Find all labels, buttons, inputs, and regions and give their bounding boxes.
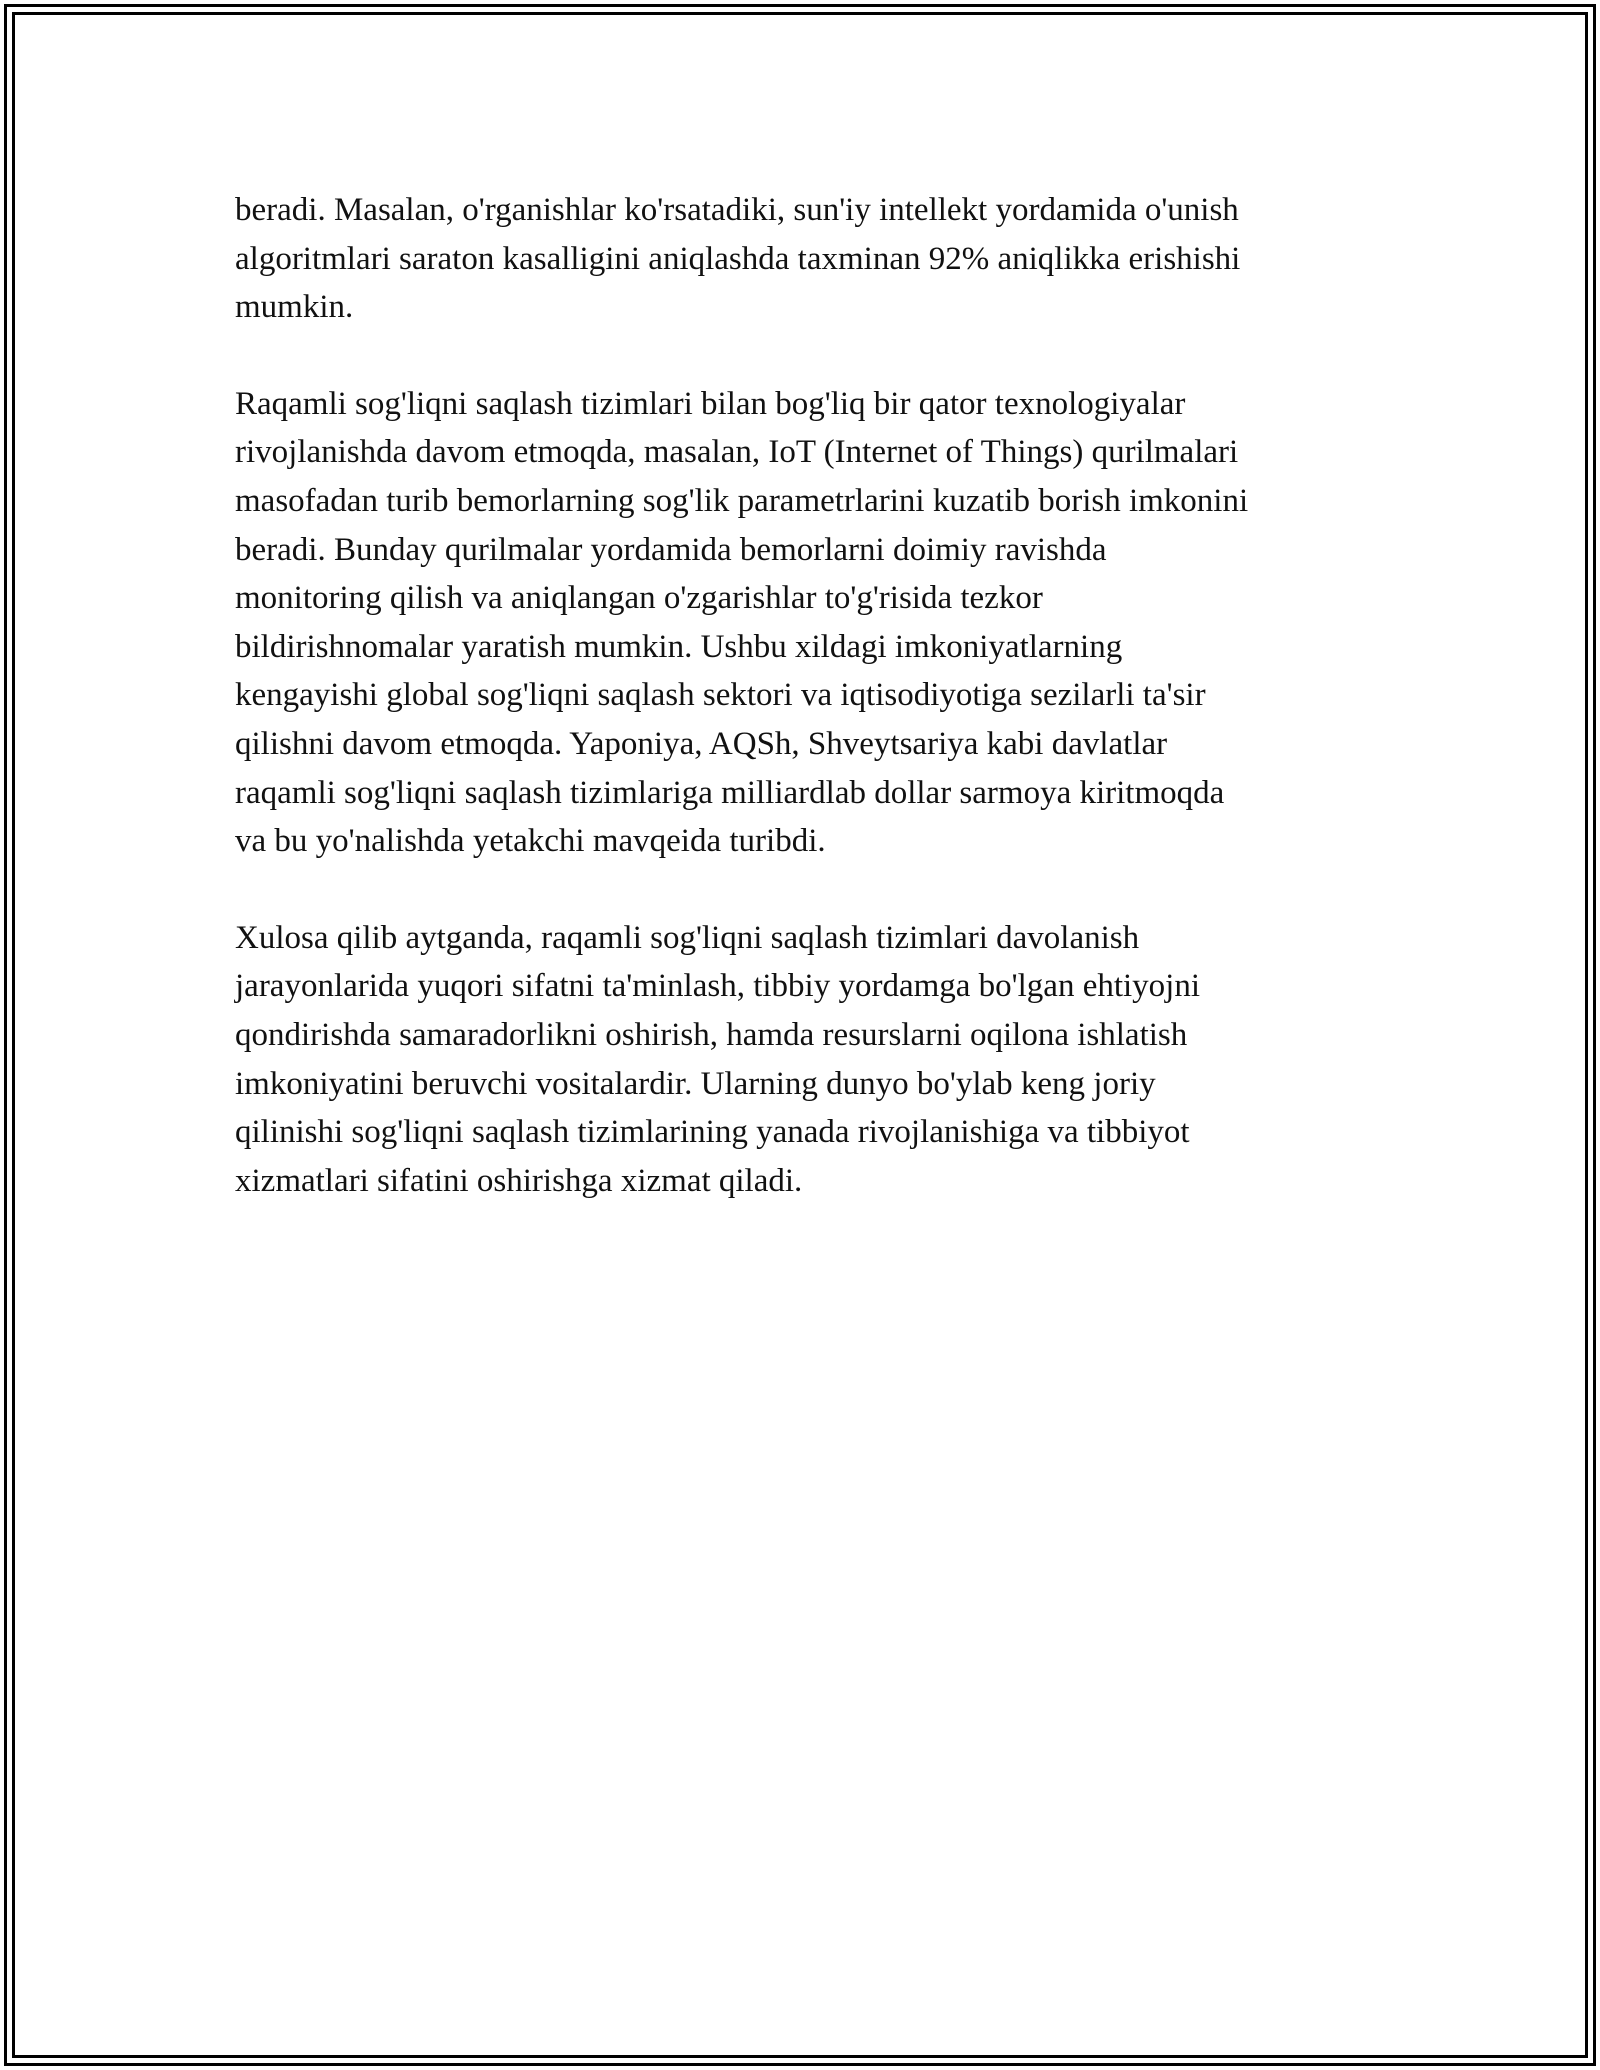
text-line: mumkin. [235,289,354,326]
text-line: Raqamli sog'liqni saqlash tizimlari bilan bog'liq bir qator texnologiyalar [235,385,1186,422]
text-line: beradi. Masalan, o'rganishlar ko'rsatadiki, sun'iy intellekt yordamida o'unish [235,192,1239,228]
text-line: monitoring qilish va aniqlangan o'zgarishlar to'g'risida tezkor [235,580,1043,617]
text-line: qilinishi sog'liqni saqlash tizimlarining yanada rivojlanishiga va tibbiyot [235,1114,1190,1151]
text-line: jarayonlarida yuqori sifatni ta'minlash, tibbiy yordamga bo'lgan ehtiyojni [235,968,1201,1005]
text-line: raqamli sog'liqni saqlash tizimlariga milliardlab dollar sarmoya kiritmoqda [235,774,1225,811]
text-line: algoritmlari saraton kasalligini aniqlashda taxminan 92% aniqlikka erishishi [235,240,1241,277]
text-line: qilishni davom etmoqda. Yaponiya, AQSh, Shveytsariya kabi davlatlar [235,725,1168,762]
text-line: Xulosa qilib aytganda, raqamli sog'liqni saqlash tizimlari davolanish [235,919,1140,956]
paragraph-iot-technologies [235,380,1370,866]
text-line: kengayishi global sog'liqni saqlash sektori va iqtisodiyotiga sezilarli ta'sir [235,677,1206,714]
document-body [235,186,1370,1253]
text-line: xizmatlari sifatini oshirishga xizmat qiladi. [235,1162,803,1199]
paragraph-conclusion [235,914,1370,1206]
text-line: qondirishda samaradorlikni oshirish, hamda resurslarni oqilona ishlatish [235,1016,1188,1053]
text-line: masofadan turib bemorlarning sog'lik parametrlarini kuzatib borish imkonini [235,482,1249,519]
text-line: va bu yo'nalishda yetakchi mavqeida turibdi. [235,823,826,860]
text-line: beradi. Bunday qurilmalar yordamida bemorlarni doimiy ravishda [235,531,1107,568]
text-line: bildirishnomalar yaratish mumkin. Ushbu xildagi imkoniyatlarning [235,628,1123,665]
text-line: rivojlanishda davom etmoqda, masalan, IoT (Internet of Things) qurilmalari [235,434,1239,471]
paragraph-ai-accuracy [235,186,1370,332]
text-line: imkoniyatini beruvchi vositalardir. Ularning dunyo bo'ylab keng joriy [235,1065,1156,1102]
